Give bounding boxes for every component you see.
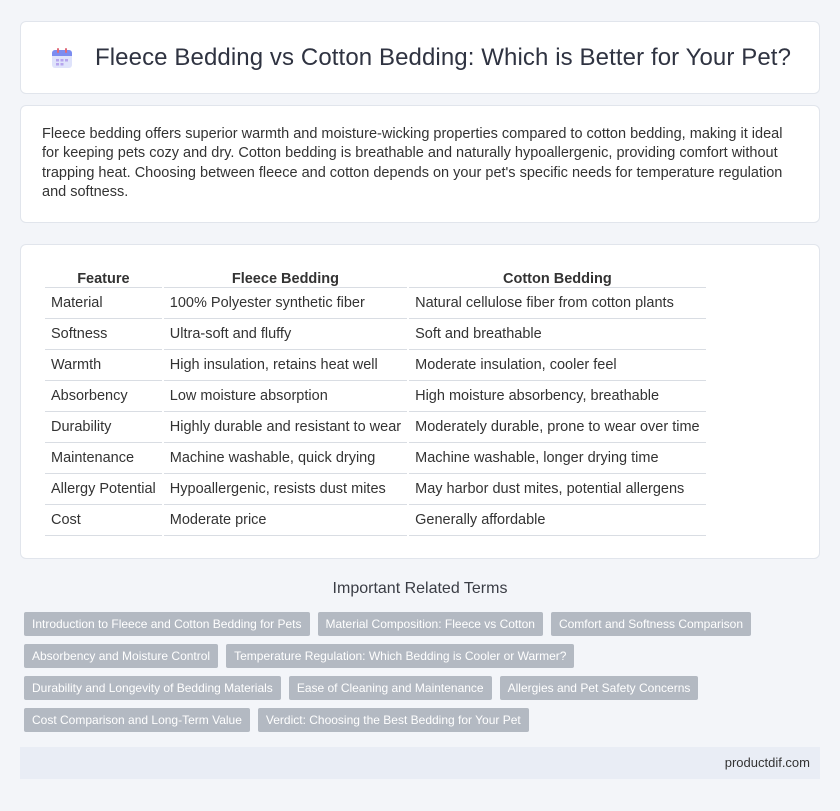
table-row [45, 381, 706, 412]
related-term-tag[interactable]: Ease of Cleaning and Maintenance [289, 676, 492, 700]
table-row [45, 412, 706, 443]
table-row [45, 319, 706, 350]
feature-cell: Allergy Potential [45, 474, 162, 505]
feature-cell: Maintenance [45, 443, 162, 474]
related-term-tag[interactable]: Absorbency and Moisture Control [24, 644, 218, 668]
related-term-tag[interactable]: Allergies and Pet Safety Concerns [500, 676, 699, 700]
fleece-cell: High insulation, retains heat well [164, 350, 407, 381]
intro-text: Fleece bedding offers superior warmth and moisture-wicking properties compared to cotton bedding, making it ideal for keeping pets cozy and dry. Cotton bedding is breathable and naturally hypoallergenic, providing comfort without trapping heat. Choosing between fleece and cotton depends on your pet's specific needs for temperature regulation and softness. [42, 126, 783, 200]
footer [20, 747, 820, 779]
table-row [45, 474, 706, 505]
table-row [45, 350, 706, 381]
related-term-tag[interactable]: Cost Comparison and Long-Term Value [24, 708, 250, 732]
cotton-cell: Soft and breathable [409, 319, 706, 350]
cotton-cell: Machine washable, longer drying time [409, 443, 706, 474]
table-row [45, 505, 706, 536]
table-row [45, 443, 706, 474]
table-row [45, 288, 706, 319]
fleece-cell: Moderate price [164, 505, 407, 536]
related-term-tag[interactable]: Durability and Longevity of Bedding Materials [24, 676, 281, 700]
feature-cell: Softness [45, 319, 162, 350]
related-term-tag[interactable]: Comfort and Softness Comparison [551, 612, 751, 636]
table-header-row [45, 266, 706, 288]
column-header-feature: Feature [45, 266, 162, 288]
cotton-cell: Generally affordable [409, 505, 706, 536]
related-terms-title: Important Related Terms [332, 580, 508, 597]
related-term-tag[interactable]: Material Composition: Fleece vs Cotton [318, 612, 543, 636]
cotton-cell: Moderately durable, prone to wear over time [409, 412, 706, 443]
cotton-cell: Natural cellulose fiber from cotton plants [409, 288, 706, 319]
fleece-cell: Machine washable, quick drying [164, 443, 407, 474]
feature-cell: Absorbency [45, 381, 162, 412]
fleece-cell: Highly durable and resistant to wear [164, 412, 407, 443]
feature-cell: Warmth [45, 350, 162, 381]
related-term-tag[interactable]: Verdict: Choosing the Best Bedding for Your Pet [258, 708, 529, 732]
cotton-cell: May harbor dust mites, potential allergens [409, 474, 706, 505]
feature-cell: Durability [45, 412, 162, 443]
fleece-cell: 100% Polyester synthetic fiber [164, 288, 407, 319]
column-header-cotton: Cotton Bedding [409, 266, 706, 288]
related-term-tag[interactable]: Introduction to Fleece and Cotton Bedding for Pets [24, 612, 310, 636]
comparison-table [43, 266, 708, 536]
fleece-cell: Ultra-soft and fluffy [164, 319, 407, 350]
fleece-cell: Hypoallergenic, resists dust mites [164, 474, 407, 505]
related-term-tag[interactable]: Temperature Regulation: Which Bedding is Cooler or Warmer? [226, 644, 574, 668]
feature-cell: Cost [45, 505, 162, 536]
cotton-cell: Moderate insulation, cooler feel [409, 350, 706, 381]
comparison-card [20, 244, 820, 559]
cotton-cell: High moisture absorbency, breathable [409, 381, 706, 412]
related-terms-list [24, 612, 824, 740]
column-header-fleece: Fleece Bedding [164, 266, 407, 288]
footer-site-link[interactable]: productdif.com [724, 755, 810, 770]
header-card [20, 21, 820, 94]
intro-card [20, 105, 820, 223]
fleece-cell: Low moisture absorption [164, 381, 407, 412]
feature-cell: Material [45, 288, 162, 319]
page-title: Fleece Bedding vs Cotton Bedding: Which is Better for Your Pet? [94, 43, 792, 71]
calendar-icon [49, 45, 75, 71]
